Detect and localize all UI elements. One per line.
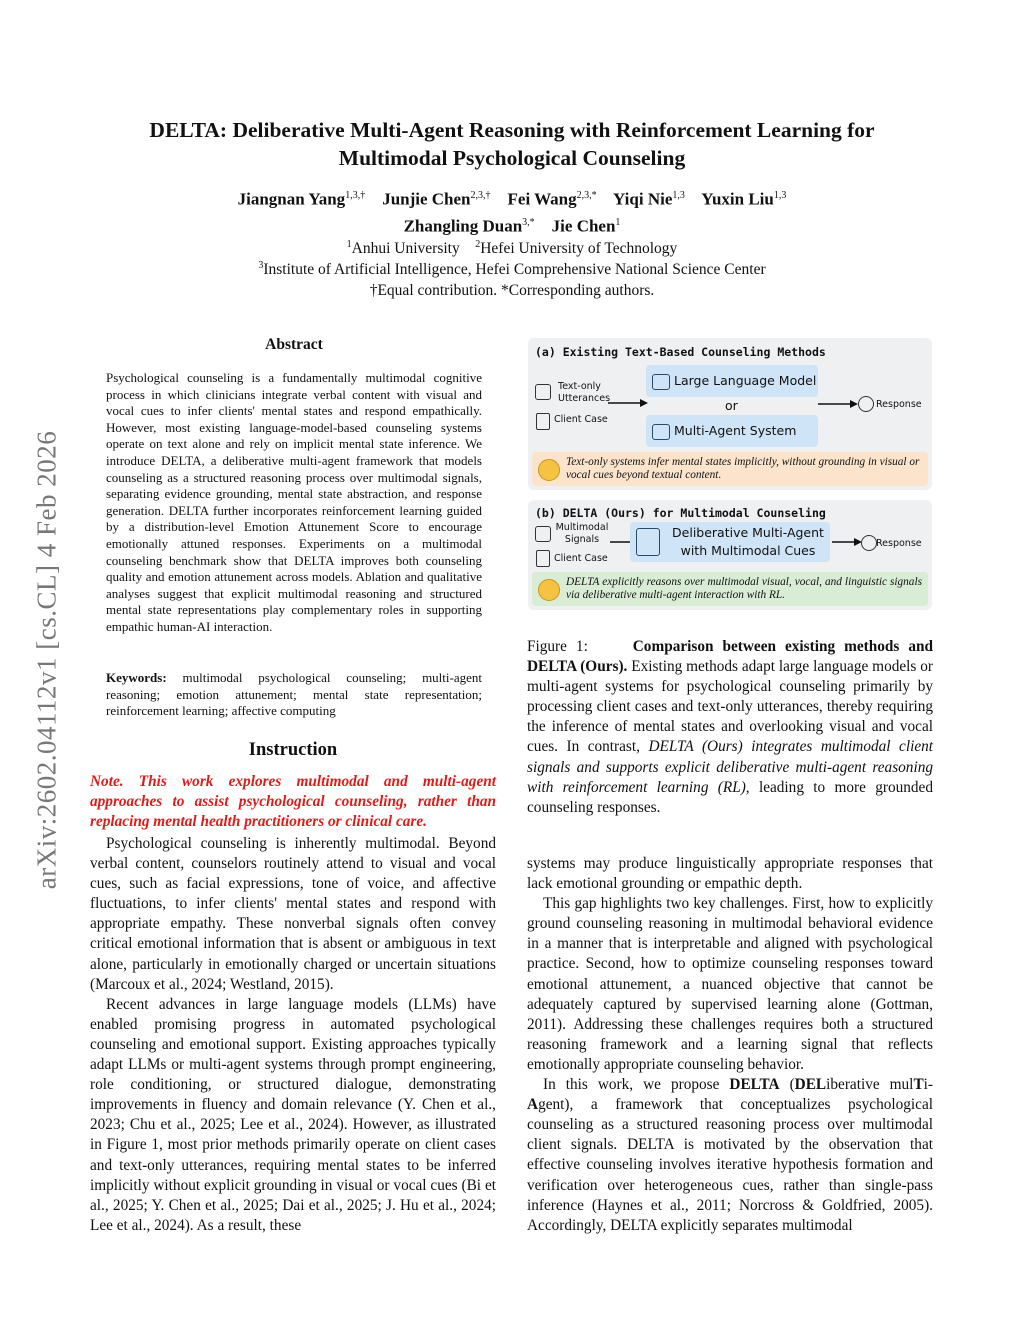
or-label: or (725, 398, 738, 413)
multimodal-icon (535, 526, 551, 542)
author-name: Yuxin Liu (701, 189, 774, 209)
response-label: Response (876, 399, 922, 410)
affiliation-line-1: $^1$Anhui University $^2$Hefei University of Technology (346, 239, 678, 258)
paragraph: Recent advances in large language models (LLMs) have enabled promising progress in automated psychological counseling and emotional support. Existing approaches typically adapt LLMs or multi-agent systems through prompt engineering, role conditioning, or structured dialogue, demonstrating improvements in fluency and domain relevance (Y. Chen et al., 2023; Chu et al., 2025; Lee et al., 2024). However, as illustrated in Figure 1, most prior methods primarily operate on client cases and text-only utterances, requiring mental states to be inferred implicitly without explicit grounding in visual or vocal cues (Bi et al., 2025; Y. Chen et al., 2025; Dai et al., 2025; J. Hu et al., 2024; Lee et al., 2024). As a result, these (90, 995, 496, 1234)
utterance-icon (535, 384, 551, 400)
panel-a-title: (a) Existing Text-Based Counseling Methods (535, 345, 826, 359)
author-name: Jiangnan Yang (237, 189, 346, 209)
affiliation: Hefei University of Technology (480, 240, 678, 258)
author-name: Yiqi Nie (613, 189, 673, 209)
author-list: Jiangnan Yang$^{1,3,\dagger}$ Junjie Chen$^{2,3,\dagger}$ Fei Wang$^{2,3,*}$ Yiqi Nie$^{1,3}$ Yuxin Liu$^{1,3}$ Zhangling Duan$^{3,*}$ Jie Chen$^1$ (237, 189, 787, 236)
keywords-label: Keywords: (106, 670, 167, 685)
arxiv-sidebar (18, 380, 76, 940)
affiliation-line-2: $^3$Institute of Artificial Intelligence, Hefei Comprehensive National Science Center (258, 260, 766, 279)
paragraph: Psychological counseling is inherently multimodal. Beyond verbal content, counselors routinely attend to visual and vocal cues, such as facial expressions, tone of voice, and affective fluctuations, to infer clients' mental states and respond with appropriate empathy. These nonverbal signals often convey critical emotional information that is absent or ambiguous in text alone, particularly in emotionally charged or uncertain situations (Marcoux et al., 2024; Westland, 2015). (90, 835, 496, 993)
delta-box (630, 522, 830, 562)
agents-icon (652, 424, 670, 440)
keywords-text: multimodal psychological counseling; multi-agent reasoning; emotion attunement; mental state representation; reinforcement learning; affective computing (106, 670, 482, 719)
llm-box (646, 365, 818, 397)
left-column-body (90, 834, 496, 1236)
agents-icon (636, 528, 660, 556)
title-line-2: Multimodal Psychological Counseling (338, 146, 686, 170)
figure-1 (528, 338, 932, 610)
document-icon (536, 550, 550, 567)
arxiv-id: arXiv:2602.04112v1 [cs.CL] 4 Feb 2026 (31, 430, 62, 890)
panel-a-note: Text-only systems infer mental states implicitly, without grounding in visual or vocal cues beyond textual content. (532, 452, 928, 486)
figure-panel-b (528, 500, 932, 610)
input-multimodal-signals: Multimodal Signals (555, 522, 609, 545)
panel-b-title: (b) DELTA (Ours) for Multimodal Counseling (535, 506, 826, 520)
panel-b-note: DELTA explicitly reasons over multimodal visual, vocal, and linguistic signals via deliberative multi-agent interaction with RL. (532, 572, 928, 606)
caption-label: Figure 1: (527, 638, 588, 655)
robot-icon (652, 374, 670, 390)
paragraph: systems may produce linguistically appropriate responses that lack emotional grounding or empathic depth. (527, 855, 933, 893)
caption-bold: Comparison between existing methods and DELTA (Ours). (527, 638, 933, 676)
input-client-case: Client Case (554, 414, 608, 425)
arrow-icon (818, 399, 858, 409)
worried-face-icon (538, 459, 560, 481)
section-heading: Instruction (248, 740, 338, 760)
response-label: Response (876, 538, 922, 549)
multi-agent-box (646, 415, 818, 447)
document-icon (536, 413, 550, 430)
author-name: Jie Chen (551, 216, 616, 236)
abstract-heading: Abstract (265, 336, 323, 353)
title-line-1: DELTA: Deliberative Multi-Agent Reasoning with Reinforcement Learning for (149, 118, 875, 142)
abstract-text: Psychological counseling is a fundamentally multimodal cognitive process in which clinicians integrate verbal content with visual and vocal cues to infer clients' mental states and respond empathically. However, most existing language-model-based counseling systems operate on text alone and rely on implicit mental state inference. We introduce DELTA, a deliberative multi-agent framework that models counseling as a structured reasoning process over multimodal signals, separating evidence grounding, mental state abstraction, and response generation. DELTA further incorporates reinforcement learning guided by a distribution-level Emotion Attunement Score to encourage emotionally attuned responses. Experiments on a multimodal counseling benchmark show that DELTA improves both counseling quality and emotion attunement across models. Ablation and qualitative analyses suggest that explicit multimodal reasoning and structured mental state representations play complementary roles in supporting empathic human-AI interaction. (106, 370, 482, 634)
contribution-note: †Equal contribution. *Corresponding authors. (369, 282, 655, 299)
affiliation: Anhui University (351, 240, 460, 258)
author-name: Zhangling Duan (403, 216, 523, 236)
arrow-icon (608, 398, 648, 408)
author-name: Junjie Chen (382, 189, 471, 209)
figure-caption: Figure 1: Comparison between existing methods and DELTA (Ours). Existing methods adapt large language models or multi-agent systems for psychological counseling primarily by processing client cases and text-only utterances, thereby requiring the inference of mental states and overlooking visual and vocal cues. In contrast, DELTA (Ours) integrates multimodal client signals and supports explicit deliberative multi-agent reasoning with reinforcement learning (RL), leading to more grounded counseling responses. (527, 638, 934, 816)
smiling-face-icon (538, 579, 560, 601)
input-client-case: Client Case (554, 553, 608, 564)
keywords (106, 670, 482, 720)
paragraph: In this work, we propose DELTA (DELiberative mulTi-Agent), a framework that conceptualizes psychological counseling as a structured reasoning process over multimodal client signals. DELTA is motivated by the observation that effective counseling involves iterative hypothesis formation and verification over heterogeneous cues, rather than single-pass inference (Haynes et al., 2011; Norcross & Goldfried, 2005). Accordingly, DELTA explicitly separates multimodal (527, 1076, 933, 1234)
figure-panel-a (528, 338, 932, 490)
input-text-utterances: Text-only Utterances (558, 381, 611, 404)
affiliation: Institute of Artificial Intelligence, Hefei Comprehensive National Science Center (263, 261, 766, 279)
chat-bubble-icon (861, 535, 877, 551)
paper-title (110, 116, 914, 172)
disclaimer-note: Note. This work explores multimodal and multi-agent approaches to assist psychological counseling, rather than replacing mental health practitioners or clinical care. (90, 773, 496, 830)
delta-box-line-2: with Multimodal Cues (680, 543, 816, 558)
right-column-body (527, 854, 933, 1236)
arrow-icon (832, 537, 862, 547)
llm-label: Large Language Model (674, 373, 817, 388)
multi-agent-label: Multi-Agent System (674, 423, 797, 438)
author-name: Fei Wang (507, 189, 577, 209)
chat-bubble-icon (858, 396, 874, 412)
caption-italic: DELTA (Ours) integrates multimodal client signals and supports explicit deliberative multi-agent reasoning with reinforcement learning (RL), (527, 738, 934, 796)
paragraph: This gap highlights two key challenges. First, how to explicitly ground counseling reasoning in multimodal behavioral evidence in a manner that is interpretable and aligned with psychological practice. Second, how to optimize counseling responses toward emotional attunement, a nuanced objective that cannot be adequately captured by supervised learning alone (Gottman, 2011). Addressing these challenges requires both a structured reasoning framework and a learning signal that reflects emotionally appropriate counseling behavior. (527, 895, 933, 1073)
delta-box-line-1: Deliberative Multi-Agent (672, 525, 824, 540)
